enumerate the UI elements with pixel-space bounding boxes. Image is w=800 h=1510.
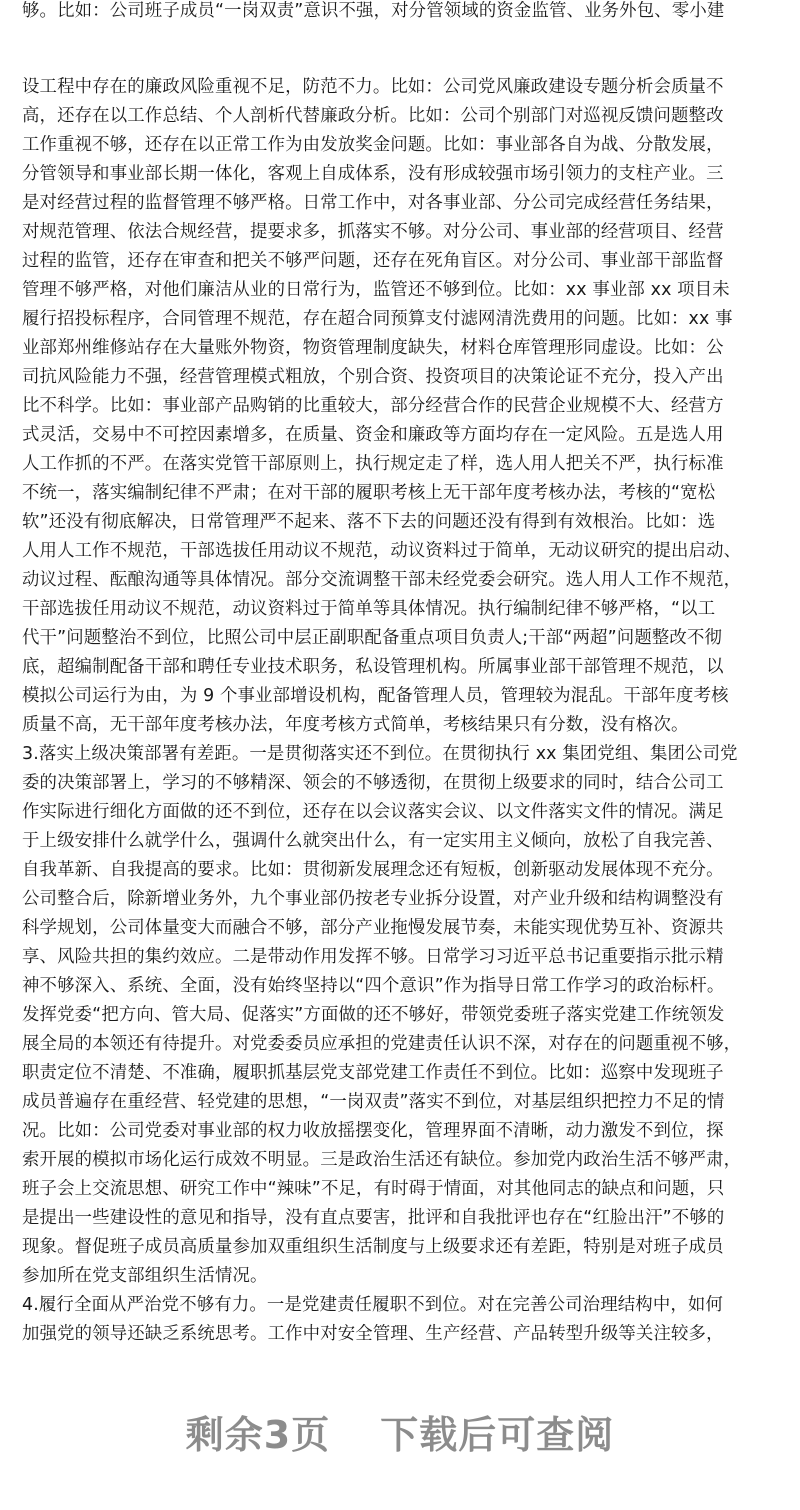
text-line: 履行招投标程序，合同管理不规范，存在超合同预算支付滤网清洗费用的问题。比如：xx 事 — [22, 309, 733, 329]
text-line: 软”还没有彻底解决，日常管理严不起来、落不下去的问题还没有得到有效根治。比如：选 — [22, 512, 716, 532]
text-line: 司抗风险能力不强，经营管理模式粗放，个别合资、投资项目的决策论证不充分，投入产出 — [22, 367, 724, 387]
text-line: 索开展的模拟市场化运行成效不明显。三是政治生活还有缺位。参加党内政治生活不够严肃， — [22, 1150, 742, 1170]
text-line: 底，超编制配备干部和聘任专业技术职务，私设管理机构。所属事业部干部管理不规范，以 — [22, 657, 724, 677]
text-line: 成员普遍存在重经营、轻党建的思想，“一岗双责”落实不到位，对基层组织把控力不足的情 — [22, 1092, 725, 1112]
text-line: 4.履行全面从严治党不够有力。一是党建责任履职不到位。对在完善公司治理结构中，如何 — [22, 1295, 723, 1315]
text-line: 是对经营过程的监督管理不够严格。日常工作中，对各事业部、分公司完成经营任务结果， — [22, 193, 724, 213]
text-line: 神不够深入、系统、全面，没有始终坚持以“四个意识”作为指导日常工作学习的政治标杆。 — [22, 976, 725, 996]
text-line: 参加所在党支部组织生活情况。 — [22, 1266, 268, 1286]
text-line: 班子会上交流思想、研究工作中“辣味”不足，有时碍于情面，对其他同志的缺点和问题，只 — [22, 1179, 725, 1199]
text-line: 况。比如：公司党委对事业部的权力收放摇摆变化，管理界面不清晰，动力激发不到位，探 — [22, 1121, 724, 1141]
text-line: 人用人工作不规范，干部选拔任用动议不规范，动议资料过于简单，无动议研究的提出启动、 — [22, 541, 742, 561]
remaining-pages-label: 剩余3页 — [185, 1413, 331, 1457]
text-line: 职责定位不清楚、不准确，履职抓基层党支部党建工作责任不到位。比如：巡察中发现班子 — [22, 1063, 724, 1083]
text-line: 3.落实上级决策部署有差距。一是贯彻落实还不到位。在贯彻执行 xx 集团党组、集团公司党 — [22, 744, 738, 764]
text-line: 作实际进行细化方面做的还不到位，还存在以会议落实会议、以文件落实文件的情况。满足 — [22, 802, 724, 822]
text-line: 公司整合后，除新增业务外，九个事业部仍按老专业拆分设置，对产业升级和结构调整没有 — [22, 889, 724, 909]
text-line: 是提出一些建设性的意见和指导，没有直点要害，批评和自我批评也存在“红脸出汗”不够的 — [22, 1208, 725, 1228]
text-line: 设工程中存在的廉政风险重视不足，防范不力。比如：公司党风廉政建设专题分析会质量不 — [22, 77, 724, 97]
text-line: 科学规划，公司体量变大而融合不够，部分产业拖慢发展节奏，未能实现优势互补、资源共 — [22, 918, 724, 938]
text-line: 过程的监管，还存在审查和把关不够严问题，还存在死角盲区。对分公司、事业部干部监督 — [22, 251, 724, 271]
text-line: 委的决策部署上，学习的不够精深、领会的不够透彻，在贯彻上级要求的同时，结合公司工 — [22, 773, 724, 793]
text-line: 加强党的领导还缺乏系统思考。工作中对安全管理、生产经营、产品转型升级等关注较多， — [22, 1324, 724, 1344]
download-banner[interactable] — [0, 1405, 800, 1465]
text-line: 人工作抓的不严。在落实党管干部原则上，执行规定走了样，选人用人把关不严，执行标准 — [22, 454, 724, 474]
text-line: 比不科学。比如：事业部产品购销的比重较大，部分经营合作的民营企业规模不大、经营方 — [22, 396, 724, 416]
text-line: 管理不够严格，对他们廉洁从业的日常行为，监管还不够到位。比如：xx 事业部 xx 项目未 — [22, 280, 730, 300]
text-line: 业部郑州维修站存在大量账外物资，物资管理制度缺失，材料仓库管理形同虚设。比如：公 — [22, 338, 724, 358]
text-line: 现象。督促班子成员高质量参加双重组织生活制度与上级要求还有差距，特别是对班子成员 — [22, 1237, 724, 1257]
text-line: 展全局的本领还有待提升。对党委委员应承担的党建责任认识不深，对存在的问题重视不够， — [22, 1034, 742, 1054]
text-line: 自我革新、自我提高的要求。比如：贯彻新发展理念还有短板，创新驱动发展体现不充分。 — [22, 860, 724, 880]
text-line: 代干”问题整治不到位，比照公司中层正副职配备重点项目负责人;干部“两超”问题整改不彻 — [22, 628, 723, 648]
text-line: 够。比如：公司班子成员“一岗双责”意识不强，对分管领域的资金监管、业务外包、零小建 — [22, 1, 725, 21]
text-line: 享、风险共担的集约效应。二是带动作用发挥不够。日常学习习近平总书记重要指示批示精 — [22, 947, 724, 967]
download-prompt-label: 下载后可查阅 — [380, 1413, 615, 1457]
text-line: 于上级安排什么就学什么，强调什么就突出什么，有一定实用主义倾向，放松了自我完善、 — [22, 831, 724, 851]
text-line: 高，还存在以工作总结、个人剖析代替廉政分析。比如：公司个别部门对巡视反馈问题整改 — [22, 106, 724, 126]
text-line: 干部选拔任用动议不规范，动议资料过于简单等具体情况。执行编制纪律不够严格，“以工 — [22, 599, 716, 619]
text-line: 动议过程、酝酿沟通等具体情况。部分交流调整干部未经党委会研究。选人用人工作不规范， — [22, 570, 742, 590]
text-line: 不统一，落实编制纪律不严肃；在对干部的履职考核上无干部年度考核办法，考核的“宽松 — [22, 483, 716, 503]
text-line: 质量不高，无干部年度考核办法，年度考核方式简单，考核结果只有分数，没有格次。 — [22, 715, 689, 735]
text-line: 分管领导和事业部长期一体化，客观上自成体系，没有形成较强市场引领力的支柱产业。三 — [22, 164, 724, 184]
text-line: 发挥党委“把方向、管大局、促落实”方面做的还不够好，带领党委班子落实党建工作统领发 — [22, 1005, 725, 1025]
text-line: 模拟公司运行为由，为 9 个事业部增设机构，配备管理人员，管理较为混乱。干部年度考核 — [22, 686, 729, 706]
page-break-gap — [0, 36, 800, 70]
text-line: 式灵活，交易中不可控因素增多，在质量、资金和廉政等方面均存在一定风险。五是选人用 — [22, 425, 724, 445]
text-line: 工作重视不够，还存在以正常工作为由发放奖金问题。比如：事业部各自为战、分散发展， — [22, 135, 724, 155]
text-line: 对规范管理、依法合规经营，提要求多，抓落实不够。对分公司、事业部的经营项目、经营 — [22, 222, 724, 242]
